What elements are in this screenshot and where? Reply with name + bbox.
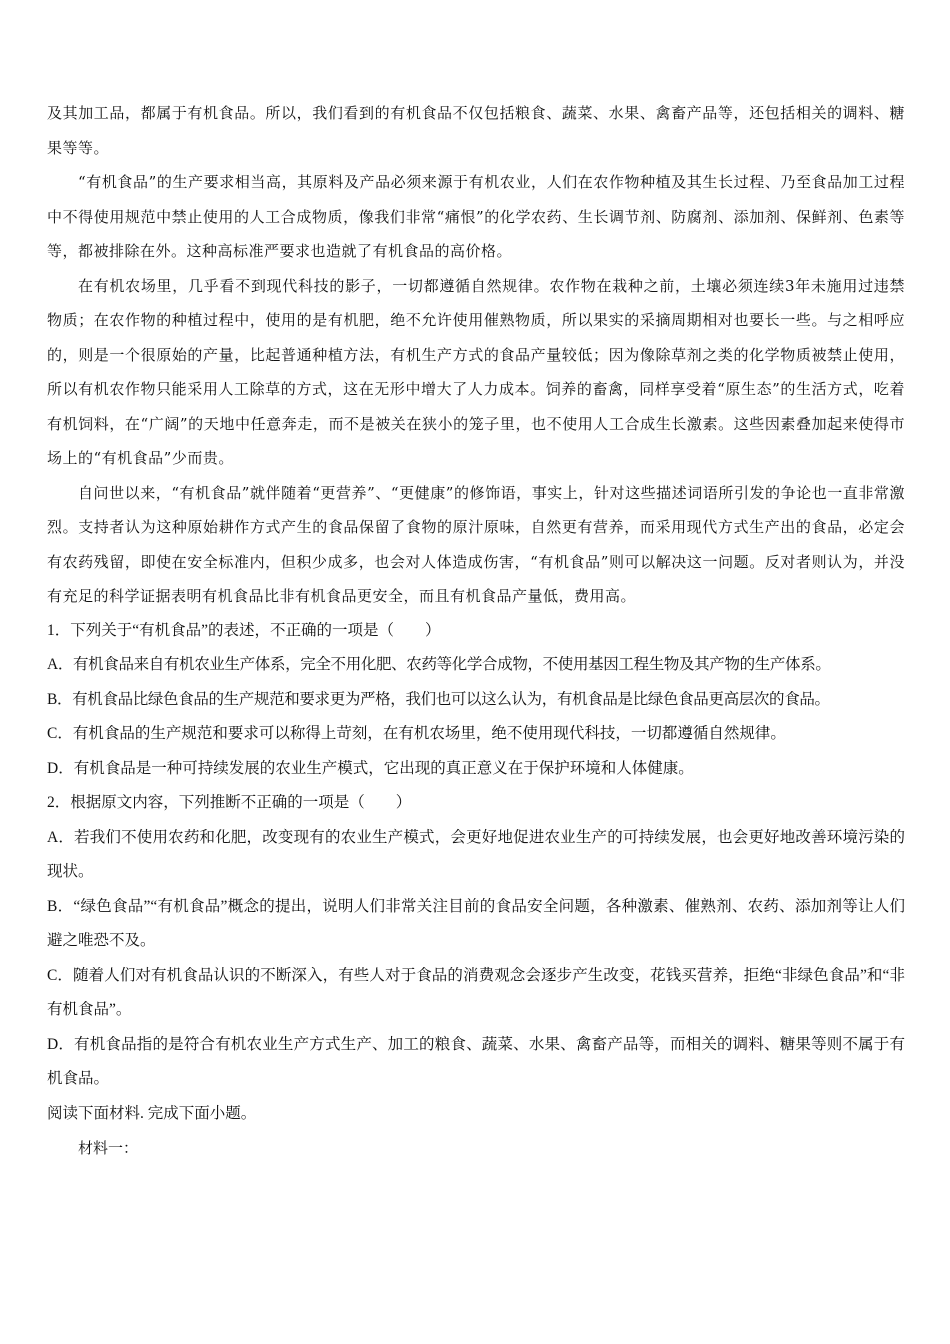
reading-instruction: 阅读下面材料. 完成下面小题。: [47, 1104, 257, 1122]
passage-paragraph-0: 及其加工品，都属于有机食品。所以，我们看到的有机食品不仅包括粮食、蔬菜、水果、禽畜产品等，还包括相关的调料、糖果等等。: [47, 104, 905, 157]
question-2-option-c: C．随着人们对有机食品认识的不断深入，有些人对于食品的消费观念会逐步产生改变，花钱买营养，拒绝“非绿色食品”和“非有机食品”。: [47, 966, 905, 1018]
question-2-stem: 2．根据原文内容，下列推断不正确的一项是（ ）: [47, 794, 412, 811]
question-2: [47, 786, 905, 1097]
material-label: 材料一：: [78, 1139, 139, 1157]
passage-paragraph-1: “有机食品”的生产要求相当高，其原料及产品必须来源于有机农业，人们在农作物种植及其生长过程、乃至食品加工过程中不得使用规范中禁止使用的人工合成物质，像我们非常“痛恨”的化学农药、生长调节剂、防腐剂、添加剂、保鲜剂、色素等等，都被排除在外。这种高标准严要求也造就了有机食品的高价格。: [47, 173, 905, 260]
question-1-option-c: C．有机食品的生产规范和要求可以称得上苛刻，在有机农场里，绝不使用现代科技，一切都遵循自然规律。: [47, 725, 786, 742]
question-2-option-a: A．若我们不使用农药和化肥，改变现有的农业生产模式，会更好地促进农业生产的可持续发展，也会更好地改善环境污染的现状。: [47, 828, 905, 880]
document-page: [47, 96, 905, 1166]
question-1-option-a: A．有机食品来自有机农业生产体系，完全不用化肥、农药等化学合成物，不使用基因工程生物及其产物的生产体系。: [47, 656, 831, 673]
question-1: [47, 614, 905, 787]
question-1-stem: 1．下列关于“有机食品”的表述，不正确的一项是（ ）: [47, 621, 441, 639]
passage-paragraph-2: 在有机农场里，几乎看不到现代科技的影子，一切都遵循自然规律。农作物在栽种之前，土壤必须连续3年未施用过违禁物质；在农作物的种植过程中，使用的是有机肥，绝不允许使用催熟物质，所以果实的采摘周期相对也要长一些。与之相呼应的，则是一个很原始的产量，比起普通种植方法，有机生产方式的食品产量较低；因为像除草剂之类的化学物质被禁止使用，所以有机农作物只能采用人工除草的方式，这在无形中增大了人力成本。饲养的畜禽，同样享受着“原生态”的生活方式，吃着有机饲料，在“广阔”的天地中任意奔走，而不是被关在狭小的笼子里，也不使用人工合成生长激素。这些因素叠加起来使得市场上的“有机食品”少而贵。: [47, 276, 905, 467]
question-2-option-d: D．有机食品指的是符合有机农业生产方式生产、加工的粮食、蔬菜、水果、禽畜产品等，而相关的调料、糖果等则不属于有机食品。: [47, 1035, 905, 1087]
passage-paragraph-3: 自问世以来，“有机食品”就伴随着“更营养”、“更健康”的修饰语，事实上，针对这些描述词语所引发的争论也一直非常激烈。支持者认为这种原始耕作方式产生的食品保留了食物的原汁原味，自然更有营养，而采用现代方式生产出的食品，必定会有农药残留，即使在安全标准内，但积少成多，也会对人体造成伤害，“有机食品”则可以解决这一问题。反对者则认为，并没有充足的科学证据表明有机食品比非有机食品更安全，而且有机食品产量低，费用高。: [47, 483, 905, 605]
question-2-option-b: B．“绿色食品”“有机食品”概念的提出，说明人们非常关注目前的食品安全问题，各种激素、催熟剂、农药、添加剂等让人们避之唯恐不及。: [47, 897, 905, 949]
question-1-option-d: D．有机食品是一种可持续发展的农业生产模式，它出现的真正意义在于保护环境和人体健康。: [47, 759, 694, 777]
question-1-option-b: B．有机食品比绿色食品的生产规范和要求更为严格，我们也可以这么认为，有机食品是比绿色食品更高层次的食品。: [47, 690, 830, 708]
